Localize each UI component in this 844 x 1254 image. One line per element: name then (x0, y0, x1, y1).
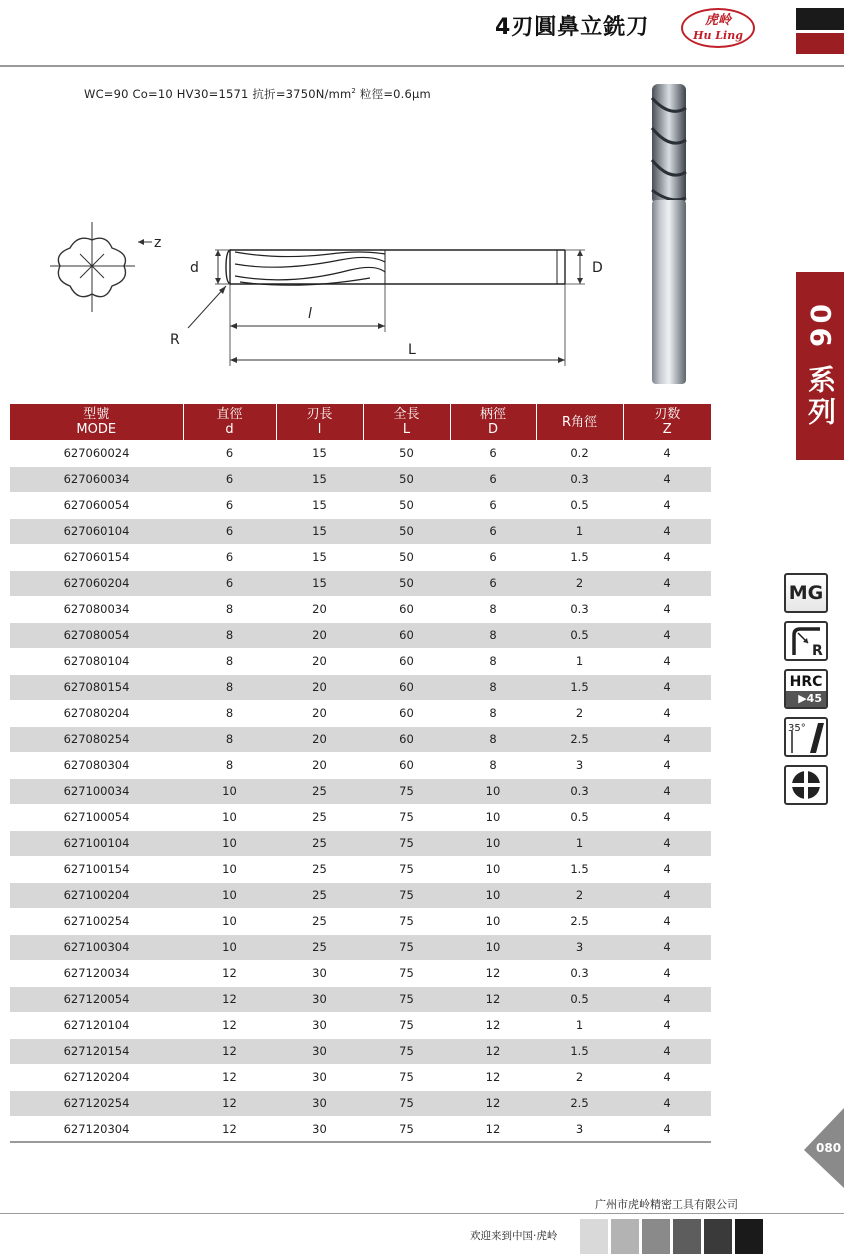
table-cell: 25 (276, 934, 363, 960)
table-cell: 6 (183, 544, 276, 570)
table-cell: 0.3 (536, 960, 623, 986)
table-cell: 20 (276, 752, 363, 778)
table-cell: 10 (183, 804, 276, 830)
table-cell: 30 (276, 1090, 363, 1116)
table-cell: 3 (536, 752, 623, 778)
table-cell: 4 (623, 440, 711, 466)
table-row (10, 544, 711, 570)
radius-r-label: R (812, 643, 823, 659)
table-cell: 0.5 (536, 804, 623, 830)
table-cell: 12 (450, 1090, 536, 1116)
table-cell: 10 (450, 908, 536, 934)
table-cell: 627100204 (10, 882, 183, 908)
table-cell: 25 (276, 908, 363, 934)
table-cell: 10 (450, 830, 536, 856)
table-cell: 8 (183, 700, 276, 726)
table-row (10, 674, 711, 700)
table-cell: 627120034 (10, 960, 183, 986)
label-R: R (170, 332, 180, 348)
table-cell: 4 (623, 1012, 711, 1038)
corner-radius-icon (784, 621, 828, 661)
table-cell: 10 (183, 830, 276, 856)
table-row (10, 986, 711, 1012)
table-cell: 10 (183, 882, 276, 908)
table-cell: 0.5 (536, 986, 623, 1012)
table-cell: 2 (536, 570, 623, 596)
spec-text: WC=90 Co=10 HV30=1571 抗折=3750N/mm (84, 87, 352, 101)
table-cell: 12 (183, 1064, 276, 1090)
company-name: 广州市虎岭精密工具有限公司 (595, 1198, 738, 1211)
table-cell: 4 (623, 986, 711, 1012)
table-cell: 10 (450, 856, 536, 882)
footer-divider (0, 1213, 844, 1214)
table-cell: 6 (183, 492, 276, 518)
table-cell: 4 (623, 1038, 711, 1064)
table-row (10, 1064, 711, 1090)
corner-decoration-red (796, 33, 844, 54)
table-row (10, 570, 711, 596)
table-cell: 25 (276, 778, 363, 804)
tool-dimension-diagram (40, 220, 620, 370)
table-cell: 627100054 (10, 804, 183, 830)
table-cell: 50 (363, 440, 450, 466)
table-cell: 30 (276, 986, 363, 1012)
header-sublabel: L (402, 422, 411, 437)
table-cell: 60 (363, 596, 450, 622)
label-L: L (408, 342, 416, 358)
table-cell: 75 (363, 830, 450, 856)
table-cell: 8 (183, 726, 276, 752)
color-swatch (611, 1219, 639, 1254)
page-number: 080 (816, 1141, 842, 1155)
table-cell: 30 (276, 1064, 363, 1090)
table-cell: 25 (276, 804, 363, 830)
table-row (10, 778, 711, 804)
corner-decoration-black (796, 8, 844, 30)
table-cell: 15 (276, 518, 363, 544)
table-row (10, 596, 711, 622)
table-cell: 6 (450, 466, 536, 492)
table-cell: 12 (450, 1038, 536, 1064)
table-cell: 10 (450, 882, 536, 908)
header-sublabel: Z (662, 422, 672, 437)
table-row (10, 856, 711, 882)
table-header-cell (10, 404, 183, 440)
table-cell: 6 (450, 544, 536, 570)
table-header-cell (276, 404, 363, 440)
table-cell: 75 (363, 804, 450, 830)
table-cell: 8 (450, 752, 536, 778)
color-swatch (580, 1219, 608, 1254)
table-cell: 75 (363, 960, 450, 986)
table-cell: 75 (363, 778, 450, 804)
table-cell: 8 (450, 648, 536, 674)
product-table (10, 404, 711, 1143)
table-cell: 75 (363, 1090, 450, 1116)
table-cell: 50 (363, 518, 450, 544)
table-cell: 1.5 (536, 1038, 623, 1064)
table-cell: 4 (623, 570, 711, 596)
table-cell: 627120304 (10, 1116, 183, 1142)
series-tab: 06 系列 (796, 272, 844, 460)
header-sublabel: l (317, 422, 322, 437)
table-cell: 30 (276, 1116, 363, 1142)
table-cell: 4 (623, 960, 711, 986)
table-cell: 8 (450, 700, 536, 726)
table-cell: 20 (276, 622, 363, 648)
table-cell: 1 (536, 518, 623, 544)
table-cell: 4 (623, 1116, 711, 1142)
table-cell: 6 (183, 466, 276, 492)
table-cell: 8 (450, 622, 536, 648)
table-cell: 627060104 (10, 518, 183, 544)
table-row (10, 752, 711, 778)
table-cell: 4 (623, 804, 711, 830)
table-cell: 2 (536, 882, 623, 908)
color-swatches (580, 1219, 763, 1254)
table-cell: 15 (276, 440, 363, 466)
table-cell: 627060154 (10, 544, 183, 570)
header-divider (0, 65, 844, 67)
table-cell: 4 (623, 492, 711, 518)
table-header-cell (536, 404, 623, 440)
table-cell: 6 (450, 518, 536, 544)
material-spec (84, 86, 431, 102)
table-cell: 8 (183, 674, 276, 700)
spec-superscript: 2 (351, 87, 357, 96)
table-cell: 627120254 (10, 1090, 183, 1116)
table-cell: 627080254 (10, 726, 183, 752)
brand-logo (681, 8, 755, 48)
table-header-cell (363, 404, 450, 440)
table-cell: 2.5 (536, 1090, 623, 1116)
color-swatch (735, 1219, 763, 1254)
table-cell: 4 (623, 1090, 711, 1116)
table-cell: 4 (623, 648, 711, 674)
table-cell: 6 (450, 492, 536, 518)
table-cell: 627120104 (10, 1012, 183, 1038)
table-header-cell (183, 404, 276, 440)
table-cell: 4 (623, 674, 711, 700)
table-cell: 10 (183, 778, 276, 804)
table-cell: 627060034 (10, 466, 183, 492)
table-cell: 0.5 (536, 492, 623, 518)
table-cell: 25 (276, 856, 363, 882)
welcome-text: 欢迎来到中国·虎岭 (470, 1230, 558, 1242)
table-bottom-rule (10, 1141, 711, 1143)
table-cell: 627060024 (10, 440, 183, 466)
table-cell: 4 (623, 700, 711, 726)
feature-icons (784, 573, 830, 813)
table-cell: 10 (183, 934, 276, 960)
cross-section-icon (50, 222, 135, 312)
table-cell: 20 (276, 700, 363, 726)
table-cell: 50 (363, 492, 450, 518)
table-cell: 20 (276, 648, 363, 674)
table-cell: 75 (363, 1064, 450, 1090)
table-cell: 60 (363, 700, 450, 726)
table-cell: 60 (363, 622, 450, 648)
table-row (10, 1090, 711, 1116)
table-cell: 627100254 (10, 908, 183, 934)
table-cell: 25 (276, 882, 363, 908)
table-cell: 75 (363, 934, 450, 960)
table-cell: 30 (276, 960, 363, 986)
table-row (10, 1012, 711, 1038)
table-cell: 2.5 (536, 908, 623, 934)
table-cell: 1 (536, 1012, 623, 1038)
table-cell: 0.5 (536, 622, 623, 648)
table-cell: 15 (276, 466, 363, 492)
table-cell: 60 (363, 648, 450, 674)
spec-tail: 粒徑=0.6μm (356, 87, 431, 101)
table-row (10, 466, 711, 492)
table-cell: 627100304 (10, 934, 183, 960)
table-row (10, 492, 711, 518)
four-flute-icon (784, 765, 828, 805)
table-cell: 20 (276, 674, 363, 700)
table-cell: 25 (276, 830, 363, 856)
table-cell: 15 (276, 544, 363, 570)
table-cell: 4 (623, 856, 711, 882)
table-row (10, 830, 711, 856)
table-cell: 60 (363, 752, 450, 778)
table-cell: 12 (450, 960, 536, 986)
header-label: 刃数 (654, 407, 681, 422)
table-cell: 15 (276, 570, 363, 596)
table-cell: 627120154 (10, 1038, 183, 1064)
table-cell: 30 (276, 1038, 363, 1064)
table-header-cell (450, 404, 536, 440)
table-cell: 627060204 (10, 570, 183, 596)
table-cell: 1 (536, 830, 623, 856)
table-cell: 8 (450, 596, 536, 622)
table-cell: 0.2 (536, 440, 623, 466)
table-cell: 0.3 (536, 596, 623, 622)
table-cell: 0.3 (536, 466, 623, 492)
table-cell: 1.5 (536, 544, 623, 570)
table-cell: 75 (363, 1116, 450, 1142)
table-cell: 10 (450, 778, 536, 804)
end-mill-photo (640, 78, 696, 388)
table-body (10, 440, 711, 1142)
table-cell: 6 (183, 440, 276, 466)
table-cell: 10 (183, 908, 276, 934)
table-header-row (10, 404, 711, 440)
table-row (10, 700, 711, 726)
table-cell: 50 (363, 570, 450, 596)
header-label: 刃長 (306, 407, 333, 422)
table-cell: 4 (623, 934, 711, 960)
table-cell: 75 (363, 908, 450, 934)
label-d: d (190, 260, 199, 276)
table-row (10, 882, 711, 908)
table-row (10, 648, 711, 674)
helix-angle-icon (784, 717, 828, 757)
table-cell: 1.5 (536, 674, 623, 700)
table-cell: 1.5 (536, 856, 623, 882)
table-cell: 4 (623, 622, 711, 648)
table-header-cell (623, 404, 711, 440)
table-cell: 8 (183, 622, 276, 648)
header-sublabel: D (487, 422, 498, 437)
helix-angle-label: 35° (788, 723, 806, 734)
table-cell: 4 (623, 466, 711, 492)
table-cell: 4 (623, 882, 711, 908)
table-cell: 4 (623, 726, 711, 752)
table-cell: 627080204 (10, 700, 183, 726)
table-cell: 6 (450, 570, 536, 596)
table-cell: 10 (450, 804, 536, 830)
header-label: 柄徑 (479, 407, 506, 422)
table-cell: 4 (623, 596, 711, 622)
table-cell: 12 (450, 1064, 536, 1090)
logo-latin: Hu Ling (693, 29, 743, 42)
table-cell: 3 (536, 1116, 623, 1142)
header-label: 全長 (393, 407, 420, 422)
label-z: z (154, 235, 162, 251)
table-cell: 2 (536, 1064, 623, 1090)
table-cell: 6 (450, 440, 536, 466)
table-row (10, 726, 711, 752)
table-cell: 4 (623, 830, 711, 856)
table-cell: 0.3 (536, 778, 623, 804)
table-cell: 6 (183, 570, 276, 596)
table-cell: 75 (363, 856, 450, 882)
table-cell: 75 (363, 1038, 450, 1064)
table-row (10, 1116, 711, 1142)
table-cell: 12 (183, 1012, 276, 1038)
table-cell: 627080054 (10, 622, 183, 648)
table-cell: 12 (450, 986, 536, 1012)
color-swatch (704, 1219, 732, 1254)
color-swatch (642, 1219, 670, 1254)
table-cell: 12 (183, 960, 276, 986)
logo-chinese: 虎岭 (704, 13, 731, 28)
table-cell: 8 (450, 674, 536, 700)
table-row (10, 934, 711, 960)
table-cell: 627120054 (10, 986, 183, 1012)
table-cell: 2.5 (536, 726, 623, 752)
table-cell: 8 (450, 726, 536, 752)
header-label: 型號 (83, 407, 110, 422)
label-l: l (308, 306, 312, 322)
table-cell: 12 (450, 1116, 536, 1142)
header-label: R角徑 (561, 414, 598, 430)
table-cell: 4 (623, 544, 711, 570)
table-row (10, 518, 711, 544)
table-cell: 6 (183, 518, 276, 544)
table-cell: 3 (536, 934, 623, 960)
table-cell: 10 (183, 856, 276, 882)
table-cell: 4 (623, 908, 711, 934)
label-D: D (592, 260, 603, 276)
table-row (10, 622, 711, 648)
table-cell: 60 (363, 674, 450, 700)
table-row (10, 1038, 711, 1064)
table-cell: 12 (183, 1090, 276, 1116)
table-cell: 75 (363, 986, 450, 1012)
table-row (10, 440, 711, 466)
header-sublabel: MODE (76, 422, 117, 437)
table-cell: 8 (183, 648, 276, 674)
table-row (10, 908, 711, 934)
mg-grade-icon: MG (784, 573, 828, 613)
table-cell: 4 (623, 752, 711, 778)
table-cell: 20 (276, 596, 363, 622)
table-cell: 12 (183, 1038, 276, 1064)
table-cell: 627080034 (10, 596, 183, 622)
table-cell: 75 (363, 1012, 450, 1038)
table-cell: 2 (536, 700, 623, 726)
table-cell: 20 (276, 726, 363, 752)
color-swatch (673, 1219, 701, 1254)
table-cell: 60 (363, 726, 450, 752)
table-cell: 10 (450, 934, 536, 960)
table-cell: 50 (363, 466, 450, 492)
page-title: 4刃圓鼻立銑刀 (495, 15, 650, 40)
table-cell: 8 (183, 596, 276, 622)
table-row (10, 960, 711, 986)
table-cell: 4 (623, 518, 711, 544)
table-cell: 627100104 (10, 830, 183, 856)
header-sublabel: d (225, 422, 234, 437)
table-cell: 15 (276, 492, 363, 518)
table-cell: 627080104 (10, 648, 183, 674)
table-row (10, 804, 711, 830)
table-cell: 627100034 (10, 778, 183, 804)
table-cell: 12 (183, 986, 276, 1012)
table-cell: 75 (363, 882, 450, 908)
table-cell: 627060054 (10, 492, 183, 518)
table-cell: 30 (276, 1012, 363, 1038)
table-cell: 8 (183, 752, 276, 778)
table-cell: 50 (363, 544, 450, 570)
table-cell: 627100154 (10, 856, 183, 882)
hrc-label: HRC (789, 674, 823, 690)
table-cell: 627080154 (10, 674, 183, 700)
table-cell: 12 (450, 1012, 536, 1038)
table-cell: 627120204 (10, 1064, 183, 1090)
hrc-value: ▶45 (786, 691, 826, 707)
header-label: 直徑 (216, 407, 243, 422)
table-cell: 627080304 (10, 752, 183, 778)
table-cell: 4 (623, 778, 711, 804)
table-cell: 4 (623, 1064, 711, 1090)
hrc-hardness-icon (784, 669, 828, 709)
table-cell: 1 (536, 648, 623, 674)
table-cell: 12 (183, 1116, 276, 1142)
